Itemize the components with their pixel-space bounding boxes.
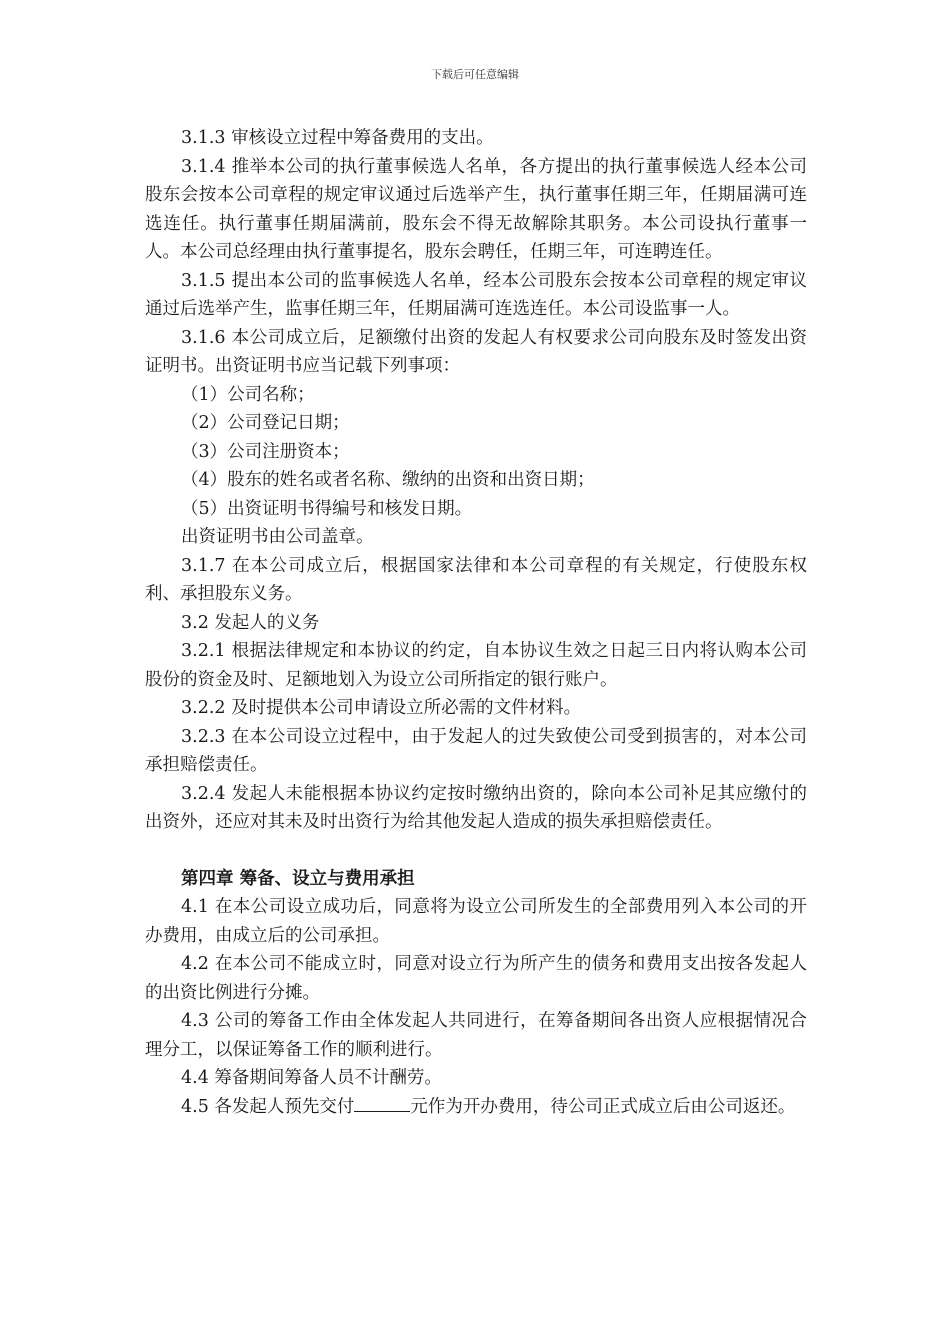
clause-3-2-2: 3.2.2 及时提供本公司申请设立所必需的文件材料。 bbox=[181, 698, 582, 718]
list-item: （5）出资证明书得编号和核发日期。 bbox=[181, 498, 473, 519]
clause-3-2-1: 3.2.1 根据法律规定和本协议的约定，自本协议生效之日起三日内将认购本公司股份的资金及时、足额地划入为设立公司所指定的银行账户。 bbox=[145, 641, 807, 690]
chapter-4-heading: 第四章 筹备、设立与费用承担 bbox=[181, 868, 415, 889]
clause-3-2-3: 3.2.3 在本公司设立过程中，由于发起人的过失致使公司受到损害的，对本公司承担赔偿责任。 bbox=[145, 726, 807, 775]
clause-3-1-6: 3.1.6 本公司成立后，足额缴付出资的发起人有权要求公司向股东及时签发出资证明书。出资证明书应当记载下列事项： bbox=[145, 327, 807, 376]
clause-4-2: 4.2 在本公司不能成立时，同意对设立行为所产生的债务和费用支出按各发起人的出资比例进行分摊。 bbox=[145, 954, 807, 1003]
clause-4-5-text-after: 元作为开办费用，待公司正式成立后由公司返还。 bbox=[410, 1096, 796, 1117]
amount-blank-line bbox=[354, 1093, 410, 1112]
clause-3-1-7: 3.1.7 在本公司成立后，根据国家法律和本公司章程的有关规定，行使股东权利、承担股东义务。 bbox=[145, 555, 807, 604]
seal-note: 出资证明书由公司盖章。 bbox=[181, 527, 374, 547]
clause-4-3: 4.3 公司的筹备工作由全体发起人共同进行，在筹备期间各出资人应根据情况合理分工，以保证筹备工作的顺利进行。 bbox=[145, 1011, 807, 1060]
document-body bbox=[145, 124, 807, 1121]
clause-3-1-5: 3.1.5 提出本公司的监事候选人名单，经本公司股东会按本公司章程的规定审议通过后选举产生，监事任期三年，任期届满可连选连任。本公司设监事一人。 bbox=[145, 270, 807, 319]
list-item: （4）股东的姓名或者名称、缴纳的出资和出资日期； bbox=[181, 470, 595, 490]
clause-3-1-3: 3.1.3 审核设立过程中筹备费用的支出。 bbox=[181, 128, 494, 148]
list-item: （1）公司名称； bbox=[181, 384, 315, 405]
clause-3-1-4: 3.1.4 推举本公司的执行董事候选人名单，各方提出的执行董事候选人经本公司股东会按本公司章程的规定审议通过后选举产生，执行董事任期三年，任期届满可连选连任。执行董事任期届满前，股东会不得无故解除其职务。本公司设执行董事一人。本公司总经理由执行董事提名，股东会聘任，任期三年，可连聘连任。 bbox=[145, 156, 807, 262]
section-3-2-title: 3.2 发起人的义务 bbox=[181, 612, 320, 633]
clause-4-5 bbox=[145, 1093, 807, 1122]
clause-3-2-4: 3.2.4 发起人未能根据本协议约定按时缴纳出资的，除向本公司补足其应缴付的出资外，还应对其未及时出资行为给其他发起人造成的损失承担赔偿责任。 bbox=[145, 783, 807, 832]
list-item: （2）公司登记日期； bbox=[181, 413, 350, 433]
page-header: 下载后可任意编辑 bbox=[431, 68, 519, 81]
clause-4-1: 4.1 在本公司设立成功后，同意将为设立公司所发生的全部费用列入本公司的开办费用，由成立后的公司承担。 bbox=[145, 897, 807, 946]
clause-4-4: 4.4 筹备期间筹备人员不计酬劳。 bbox=[181, 1068, 442, 1088]
list-item: （3）公司注册资本； bbox=[181, 441, 350, 462]
clause-4-5-text-before: 4.5 各发起人预先交付 bbox=[181, 1096, 355, 1117]
